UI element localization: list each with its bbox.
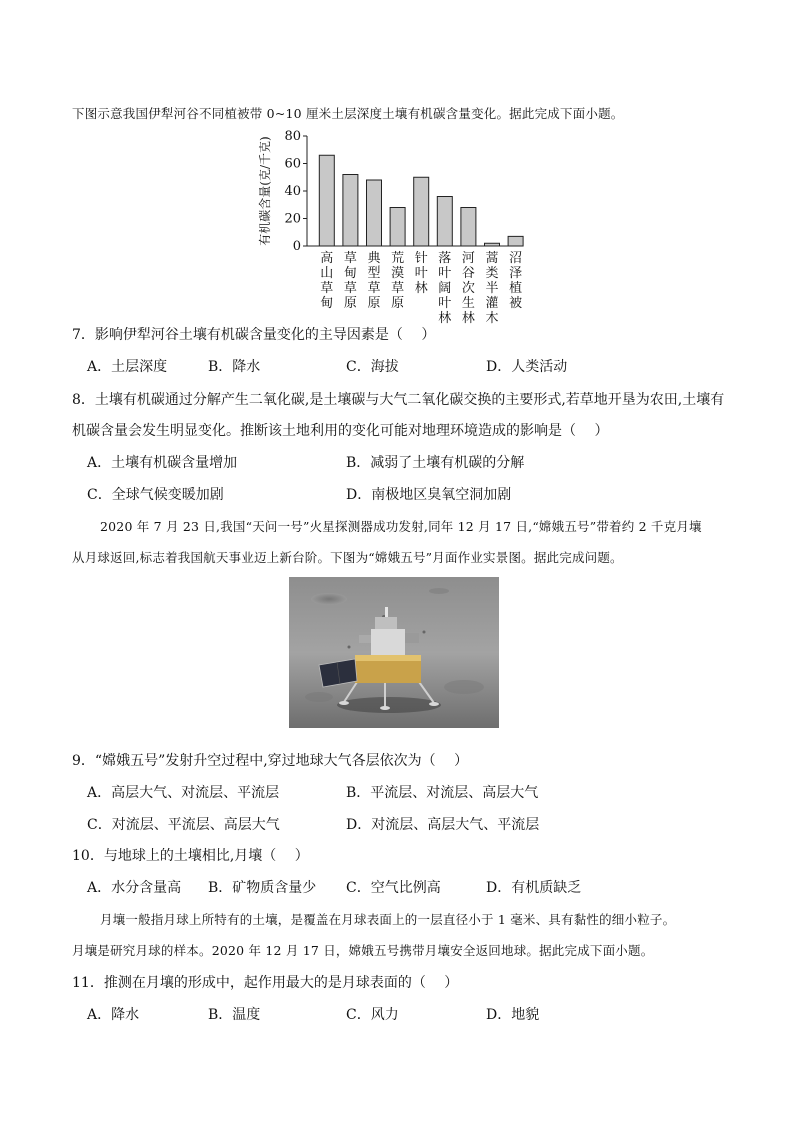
q7-stem: 7．影响伊犁河谷土壤有机碳含量变化的主导因素是（ ）	[72, 327, 436, 343]
q8-option-b: B．减弱了土壤有机碳的分解	[346, 455, 525, 471]
q10-option-c: C．空气比例高	[346, 880, 441, 896]
intro-text-2-line2: 从月球返回,标志着我国航天事业迈上新台阶。下图为“嫦娥五号”月面作业实景图。据此完成问题。	[72, 550, 623, 565]
x-tick-label: 河谷次生林	[461, 251, 475, 326]
x-tick-label: 荒漠草原	[391, 251, 405, 311]
y-tick-label: 20	[284, 211, 301, 227]
y-tick-label: 40	[284, 184, 301, 199]
q8-option-a: A．土壤有机碳含量增加	[87, 455, 238, 471]
q11-stem: 11．推测在月壤的形成中，起作用最大的是月球表面的（ ）	[72, 975, 459, 991]
x-tick-label: 针叶林	[414, 251, 428, 296]
bar-1	[319, 155, 334, 246]
y-axis-label: 有机碳含量(克/千克)	[258, 136, 272, 246]
bar-2	[343, 175, 358, 247]
x-tick-label: 草甸草原	[343, 251, 357, 311]
organic-carbon-bar-chart	[255, 128, 545, 326]
bar-9	[508, 236, 523, 246]
bar-7	[461, 208, 476, 247]
y-tick-label: 80	[284, 129, 301, 144]
bar-8	[485, 243, 500, 246]
bar-6	[437, 197, 452, 247]
q10-option-d: D．有机质缺乏	[486, 880, 582, 896]
q8-option-c: C．全球气候变暖加剧	[87, 487, 224, 503]
q7-option-c: C．海拔	[346, 359, 399, 375]
bar-3	[367, 180, 382, 246]
intro-text-1: 下图示意我国伊犁河谷不同植被带 0~10 厘米土层深度土壤有机碳含量变化。据此完成下面小题。	[72, 106, 624, 121]
bar-4	[390, 208, 405, 247]
q9-option-d: D．对流层、高层大气、平流层	[346, 817, 540, 833]
q7-option-a: A．土层深度	[87, 359, 168, 375]
x-tick-label: 高山草甸	[320, 251, 334, 311]
intro-text-3-line1: 月壤一般指月球上所特有的土壤，是覆盖在月球表面上的一层直径小于 1 毫米、具有黏性的细小粒子。	[100, 912, 676, 927]
x-tick-label: 沼泽植被	[509, 251, 523, 311]
intro-text-2-line1: 2020 年 7 月 23 日,我国“天问一号”火星探测器成功发射,同年 12 月 17 日,“嫦娥五号”带着约 2 千克月壤	[100, 519, 702, 534]
q11-option-a: A．降水	[87, 1007, 140, 1023]
q9-option-a: A．高层大气、对流层、平流层	[87, 785, 280, 801]
q10-stem: 10．与地球上的土壤相比,月壤（ ）	[72, 848, 309, 864]
x-tick-label: 蒿类半灌木	[485, 251, 499, 326]
q9-option-c: C．对流层、平流层、高层大气	[87, 817, 280, 833]
x-tick-label: 落叶阔叶林	[438, 251, 452, 326]
q9-stem: 9．“嫦娥五号”发射升空过程中,穿过地球大气各层依次为（ ）	[72, 753, 469, 769]
bar-5	[414, 177, 429, 246]
q10-option-a: A．水分含量高	[87, 880, 182, 896]
intro-text-3-line2: 月壤是研究月球的样本。2020 年 12 月 17 日，嫦娥五号携带月壤安全返回地球。据此完成下面小题。	[72, 943, 654, 958]
y-tick-label: 60	[284, 156, 301, 172]
q11-option-d: D．地貌	[486, 1007, 540, 1023]
q10-option-b: B．矿物质含量少	[208, 880, 317, 896]
q9-option-b: B．平流层、对流层、高层大气	[346, 785, 539, 801]
q7-option-d: D．人类活动	[486, 359, 568, 375]
q8-stem-line1: 8．土壤有机碳通过分解产生二氧化碳,是土壤碳与大气二氧化碳交换的主要形式,若草地开垦为农田,土壤有	[72, 392, 725, 408]
x-tick-label: 典型草原	[367, 251, 381, 311]
y-tick-label: 0	[292, 239, 301, 254]
q7-option-b: B．降水	[208, 359, 261, 375]
q8-option-d: D．南极地区臭氧空洞加剧	[346, 487, 512, 503]
q11-option-c: C．风力	[346, 1007, 399, 1023]
q8-stem-line2: 机碳含量会发生明显变化。推断该土地利用的变化可能对地理环境造成的影响是（ ）	[72, 423, 609, 439]
q11-option-b: B．温度	[208, 1007, 261, 1023]
change5-lander-photo	[289, 577, 499, 728]
